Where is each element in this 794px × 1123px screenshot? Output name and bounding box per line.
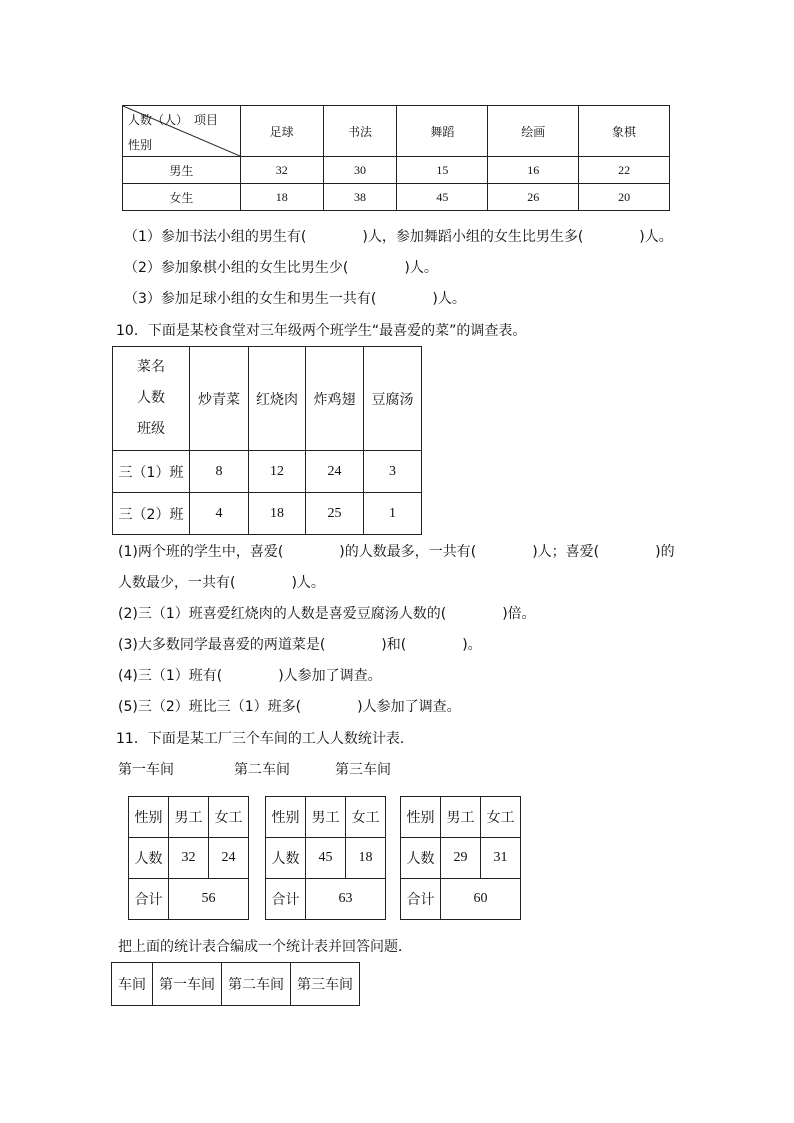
workshop-table	[128, 796, 249, 920]
table-cell: 4	[190, 493, 249, 535]
column-header: 豆腐汤	[364, 347, 422, 451]
column-header: 舞蹈	[397, 106, 488, 157]
column-header: 足球	[240, 106, 323, 157]
table-cell: 60	[441, 879, 521, 920]
question-line: (4)三（1）班有( )人参加了调查。	[118, 668, 382, 684]
row-label: 三（2）班	[113, 493, 190, 535]
table-cell: 第一车间	[153, 963, 222, 1006]
table-cell: 18	[249, 493, 306, 535]
workshop-label: 第三车间	[335, 762, 391, 778]
table-cell: 12	[249, 451, 306, 493]
question-line: (3)大多数同学最喜爱的两道菜是( )和( )。	[118, 637, 482, 653]
corner-label: 人数	[137, 390, 165, 406]
table-cell: 第二车间	[222, 963, 291, 1006]
question-line: 人数最少，一共有( )人。	[118, 575, 325, 591]
table-cell: 45	[397, 184, 488, 211]
table-cell: 30	[323, 157, 397, 184]
column-header: 绘画	[488, 106, 579, 157]
table-cell: 车间	[112, 963, 153, 1006]
table-cell: 性别	[401, 797, 441, 838]
workshop-label: 第二车间	[234, 762, 290, 778]
table-cell: 女工	[209, 797, 249, 838]
corner-label: 班级	[137, 421, 165, 437]
table-cell: 第三车间	[291, 963, 360, 1006]
table-cell: 16	[488, 157, 579, 184]
workshop-table	[400, 796, 521, 920]
activity-table	[122, 105, 670, 211]
table-cell: 18	[346, 838, 386, 879]
row-label: 三（1）班	[113, 451, 190, 493]
table-cell: 56	[169, 879, 249, 920]
question-line: （3）参加足球小组的女生和男生一共有( )人。	[124, 291, 466, 307]
table-cell: 合计	[401, 879, 441, 920]
table-corner-cell	[113, 347, 190, 451]
column-header: 红烧肉	[249, 347, 306, 451]
question-title: 11．下面是某工厂三个车间的工人人数统计表．	[116, 731, 414, 747]
row-label: 男生	[123, 157, 241, 184]
table-cell: 性别	[266, 797, 306, 838]
table-cell: 女工	[346, 797, 386, 838]
column-header: 书法	[323, 106, 397, 157]
table-cell: 24	[209, 838, 249, 879]
row-label: 女生	[123, 184, 241, 211]
corner-label: 菜名	[137, 359, 165, 375]
table-corner-cell	[123, 106, 241, 157]
table-cell: 20	[579, 184, 670, 211]
table-cell: 15	[397, 157, 488, 184]
table-cell: 男工	[169, 797, 209, 838]
table-cell: 人数	[266, 838, 306, 879]
question-line: (5)三（2）班比三（1）班多( )人参加了调查。	[118, 699, 461, 715]
combined-table	[111, 962, 360, 1006]
table-cell: 32	[169, 838, 209, 879]
table-cell: 女工	[481, 797, 521, 838]
table-row	[123, 157, 670, 184]
table-cell: 1	[364, 493, 422, 535]
table-cell: 合计	[266, 879, 306, 920]
workshop-table	[265, 796, 386, 920]
corner-top-label: 人数（人） 项目	[128, 113, 219, 127]
table-cell: 18	[240, 184, 323, 211]
instruction-text: 把上面的统计表合编成一个统计表并回答问题．	[118, 939, 412, 955]
table-cell: 合计	[129, 879, 169, 920]
column-header: 象棋	[579, 106, 670, 157]
table-cell: 男工	[441, 797, 481, 838]
table-cell: 人数	[129, 838, 169, 879]
table-row	[123, 184, 670, 211]
question-line: （2）参加象棋小组的女生比男生少( )人。	[124, 260, 438, 276]
table-cell: 人数	[401, 838, 441, 879]
question-title: 10．下面是某校食堂对三年级两个班学生“最喜爱的菜”的调查表。	[116, 323, 527, 339]
table-cell: 24	[306, 451, 364, 493]
table-cell: 45	[306, 838, 346, 879]
table-cell: 26	[488, 184, 579, 211]
table-cell: 25	[306, 493, 364, 535]
table-cell: 3	[364, 451, 422, 493]
question-line: (2)三（1）班喜爱红烧肉的人数是喜爱豆腐汤人数的( )倍。	[118, 606, 536, 622]
table-cell: 32	[240, 157, 323, 184]
table-cell: 男工	[306, 797, 346, 838]
question-line: (1)两个班的学生中，喜爱( )的人数最多，一共有( )人；喜爱( )的	[118, 544, 675, 560]
table-cell: 38	[323, 184, 397, 211]
table-row	[113, 493, 422, 535]
workshop-label: 第一车间	[118, 762, 174, 778]
column-header: 炒青菜	[190, 347, 249, 451]
question-line: （1）参加书法小组的男生有( )人，参加舞蹈小组的女生比男生多( )人。	[124, 229, 673, 245]
table-row	[113, 451, 422, 493]
table-cell: 8	[190, 451, 249, 493]
table-cell: 22	[579, 157, 670, 184]
corner-bottom-label: 性别	[128, 138, 153, 152]
table-cell: 31	[481, 838, 521, 879]
table-cell: 性别	[129, 797, 169, 838]
table-cell: 63	[306, 879, 386, 920]
column-header: 炸鸡翅	[306, 347, 364, 451]
favorite-dish-table	[112, 346, 422, 535]
table-cell: 29	[441, 838, 481, 879]
